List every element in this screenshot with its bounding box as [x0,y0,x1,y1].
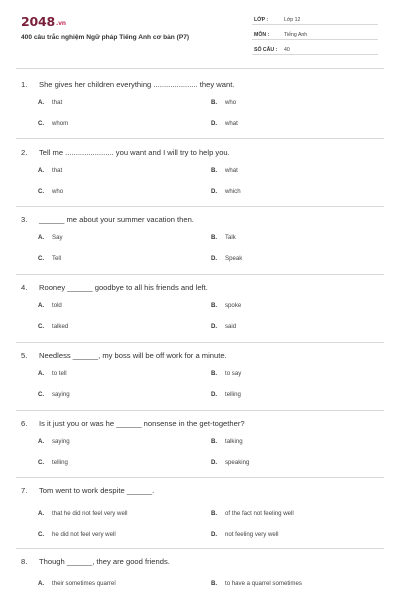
option-letter: D. [211,459,218,466]
option-letter: D. [211,188,218,195]
option-d[interactable] [211,459,249,466]
question-stem [21,486,154,495]
divider [16,342,384,343]
option-text: Say [52,234,63,241]
option-text: saying [52,438,70,445]
option-a[interactable] [38,99,62,106]
option-c[interactable] [38,120,68,127]
option-text: Speak [225,255,243,262]
option-text: Talk [225,234,236,241]
option-a[interactable] [38,370,67,377]
divider [16,548,384,549]
option-text: their sometimes quarrel [52,580,116,587]
option-text: told [52,302,62,309]
option-text: who [225,99,237,106]
option-letter: D. [211,120,218,127]
divider [16,206,384,207]
option-text: saying [52,391,70,398]
option-letter: A. [38,99,45,106]
question-stem [21,80,234,89]
option-letter: A. [38,302,45,309]
option-text: who [52,188,64,195]
option-b[interactable] [211,99,236,106]
option-text: what [225,120,238,127]
option-text: he did not feel very well [52,531,116,538]
option-text: to say [225,370,242,377]
option-a[interactable] [38,302,62,309]
option-text: of the fact not feeling well [225,510,294,517]
option-letter: C. [38,323,45,330]
meta-subject [252,30,378,40]
option-letter: A. [38,167,45,174]
question-stem [21,419,245,428]
option-d[interactable] [211,391,241,398]
question-number: 3. [21,215,28,224]
option-text: said [225,323,237,330]
meta-label: LỚP : [254,17,269,23]
option-text: that [52,167,63,174]
question-number: 4. [21,283,28,292]
option-letter: B. [211,438,218,445]
document-title: 400 câu trắc nghiệm Ngữ pháp Tiếng Anh cơ bản (P7) [21,34,190,41]
option-letter: A. [38,580,45,587]
divider [16,138,384,139]
option-a[interactable] [38,510,128,517]
option-text: that [52,99,63,106]
option-letter: B. [211,99,218,106]
option-text: Tell [52,255,62,262]
option-d[interactable] [211,120,238,127]
option-b[interactable] [211,302,241,309]
question-number: 1. [21,80,28,89]
question-stem [21,215,194,224]
option-letter: C. [38,120,45,127]
option-letter: D. [211,531,218,538]
option-text: telling [225,391,241,398]
option-text: spoke [225,302,242,309]
option-letter: B. [211,370,218,377]
option-letter: C. [38,531,45,538]
option-c[interactable] [38,188,63,195]
option-text: telling [52,459,68,466]
question-number: 7. [21,486,28,495]
meta-label: SỐ CÂU : [254,47,278,53]
meta-label: MÔN : [254,32,270,38]
option-letter: A. [38,234,45,241]
option-b[interactable] [211,580,302,587]
meta-value: Lớp 12 [284,17,301,23]
option-text: that he did not feel very well [52,510,128,517]
question-stem [21,283,208,292]
question-number: 5. [21,351,28,360]
option-letter: A. [38,510,45,517]
divider [16,477,384,478]
option-d[interactable] [211,255,242,262]
meta-class [252,15,378,25]
option-letter: D. [211,255,218,262]
option-letter: B. [211,510,218,517]
option-letter: A. [38,438,45,445]
option-c[interactable] [38,255,61,262]
option-b[interactable] [211,234,236,241]
question-text: She gives her children everything ..................... they want. [39,80,235,89]
option-letter: D. [211,323,218,330]
meta-value: Tiếng Anh [284,32,308,38]
question-number: 6. [21,419,28,428]
question-text: Rooney ______ goodbye to all his friends and left. [39,283,208,292]
option-letter: B. [211,234,218,241]
option-a[interactable] [38,580,116,587]
question-stem [21,557,170,566]
option-text: to have a quarrel sometimes [225,580,302,587]
question-stem [21,351,227,360]
logo-suffix: .vn [56,20,66,27]
option-c[interactable] [38,459,68,466]
option-c[interactable] [38,391,70,398]
divider [16,68,384,69]
divider [16,410,384,411]
site-logo[interactable] [21,14,66,29]
question-stem [21,148,230,157]
question-text: Needless ______, my boss will be off work for a minute. [39,351,227,360]
question-number: 8. [21,557,28,566]
option-letter: B. [211,302,218,309]
question-text: Tell me ....................... you want and I will try to help you. [39,148,230,157]
option-text: whom [52,120,69,127]
option-b[interactable] [211,167,238,174]
question-number: 2. [21,148,28,157]
option-d[interactable] [211,188,241,195]
option-letter: C. [38,188,45,195]
option-a[interactable] [38,234,63,241]
option-letter: A. [38,370,45,377]
option-letter: B. [211,167,218,174]
option-a[interactable] [38,438,70,445]
option-text: talked [52,323,69,330]
question-text: Is it just you or was he ______ nonsense in the get-together? [39,419,245,428]
option-b[interactable] [211,438,243,445]
question-text: ______ me about your summer vacation then. [39,215,194,224]
option-text: which [225,188,241,195]
page-header [0,0,400,70]
option-text: speaking [225,459,250,466]
option-b[interactable] [211,370,241,377]
logo-number: 2048 [21,14,55,29]
divider [16,274,384,275]
option-letter: C. [38,391,45,398]
option-text: what [225,167,238,174]
option-a[interactable] [38,167,62,174]
option-d[interactable] [211,323,236,330]
option-text: talking [225,438,243,445]
meta-value: 40 [284,47,290,53]
option-b[interactable] [211,510,294,517]
option-letter: D. [211,391,218,398]
option-text: not feeling very well [225,531,279,538]
option-letter: B. [211,580,218,587]
meta-question-count [252,45,378,55]
option-c[interactable] [38,323,68,330]
option-letter: C. [38,255,45,262]
question-text: Tom went to work despite ______. [39,486,155,495]
option-text: to tell [52,370,67,377]
question-text: Though ______, they are good friends. [39,557,170,566]
option-d[interactable] [211,531,279,538]
option-letter: C. [38,459,45,466]
option-c[interactable] [38,531,116,538]
